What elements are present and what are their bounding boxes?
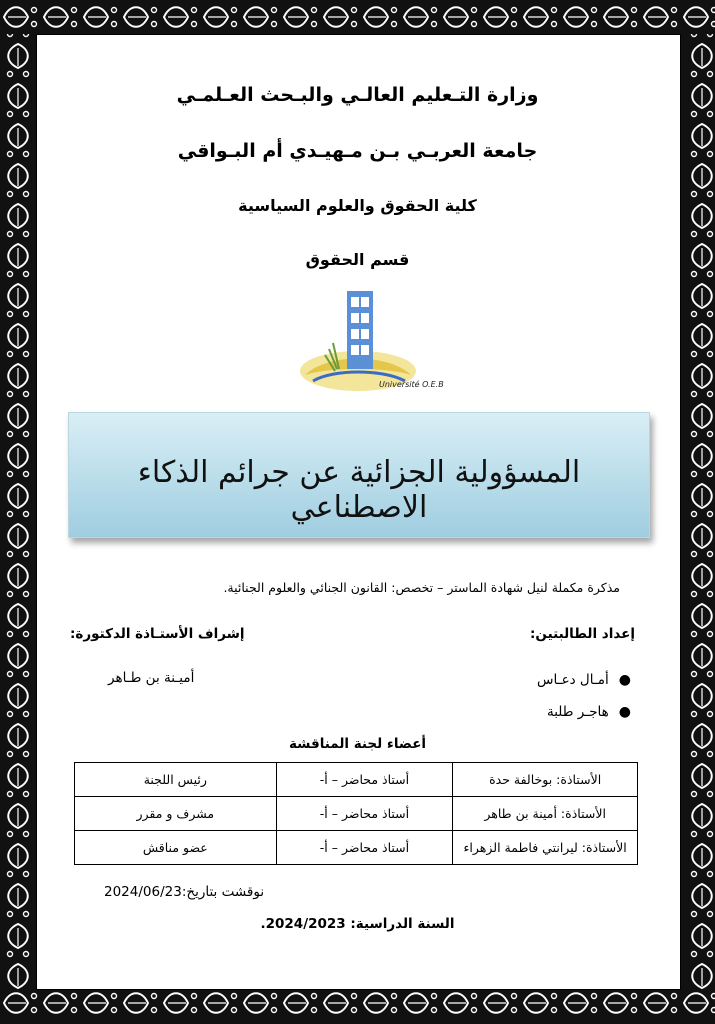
table-row bbox=[75, 797, 638, 831]
bullet-icon: ● bbox=[618, 704, 631, 720]
discussion-date: نوقشت بتاريخ:2024/06/23 bbox=[104, 884, 265, 900]
committee-table bbox=[74, 762, 638, 865]
academic-year: السنة الدراسية: 2024/2023. bbox=[260, 916, 455, 932]
committee-title: أعضاء لجنة المناقشة bbox=[288, 736, 427, 752]
bullet-icon: ● bbox=[618, 672, 631, 688]
member-name: الأستاذة: بوخالفة حدة bbox=[453, 763, 638, 797]
thesis-title: المسؤولية الجزائية عن جرائم الذكاء الاصطناعي bbox=[137, 455, 581, 525]
table-row bbox=[75, 763, 638, 797]
member-rank: أستاذ محاضر – أ- bbox=[276, 763, 453, 797]
department-heading: قسم الحقوق bbox=[305, 250, 410, 269]
supervisor-name: أميـنة بن طـاهر bbox=[108, 670, 195, 686]
supervisor-label: إشراف الأستـاذة الدكتورة: bbox=[70, 626, 245, 642]
university-heading: جامعة العربـي بـن مـهيـدي أم البـواقي bbox=[177, 140, 538, 162]
member-role: عضو مناقش bbox=[75, 831, 277, 865]
member-role: رئيس اللجنة bbox=[75, 763, 277, 797]
student-name: أمـال دعـاس bbox=[537, 672, 609, 688]
university-logo bbox=[283, 283, 444, 398]
prepared-by-label: إعداد الطالبتين: bbox=[530, 626, 635, 642]
member-rank: أستاذ محاضر – أ- bbox=[276, 831, 453, 865]
student-name: هاجـر طلبة bbox=[546, 704, 609, 720]
logo-text: Université O.E.B bbox=[379, 380, 444, 389]
thesis-subtitle: مذكرة مكملة لنيل شهادة الماستر – تخصص: القانون الجنائي والعلوم الجنائية. bbox=[223, 580, 620, 595]
member-name: الأستاذة: ليرانتي فاطمة الزهراء bbox=[453, 831, 638, 865]
student-item bbox=[537, 672, 631, 688]
member-name: الأستاذة: أمينة بن طاهر bbox=[453, 797, 638, 831]
student-item bbox=[547, 704, 631, 720]
faculty-heading: كلية الحقوق والعلوم السياسية bbox=[238, 196, 477, 215]
ministry-heading: وزارة التـعليم العالـي والبـحث العـلمـي bbox=[176, 84, 539, 106]
thesis-title-box bbox=[68, 412, 650, 538]
member-role: مشرف و مقرر bbox=[75, 797, 277, 831]
table-row bbox=[75, 831, 638, 865]
member-rank: أستاذ محاضر – أ- bbox=[276, 797, 453, 831]
